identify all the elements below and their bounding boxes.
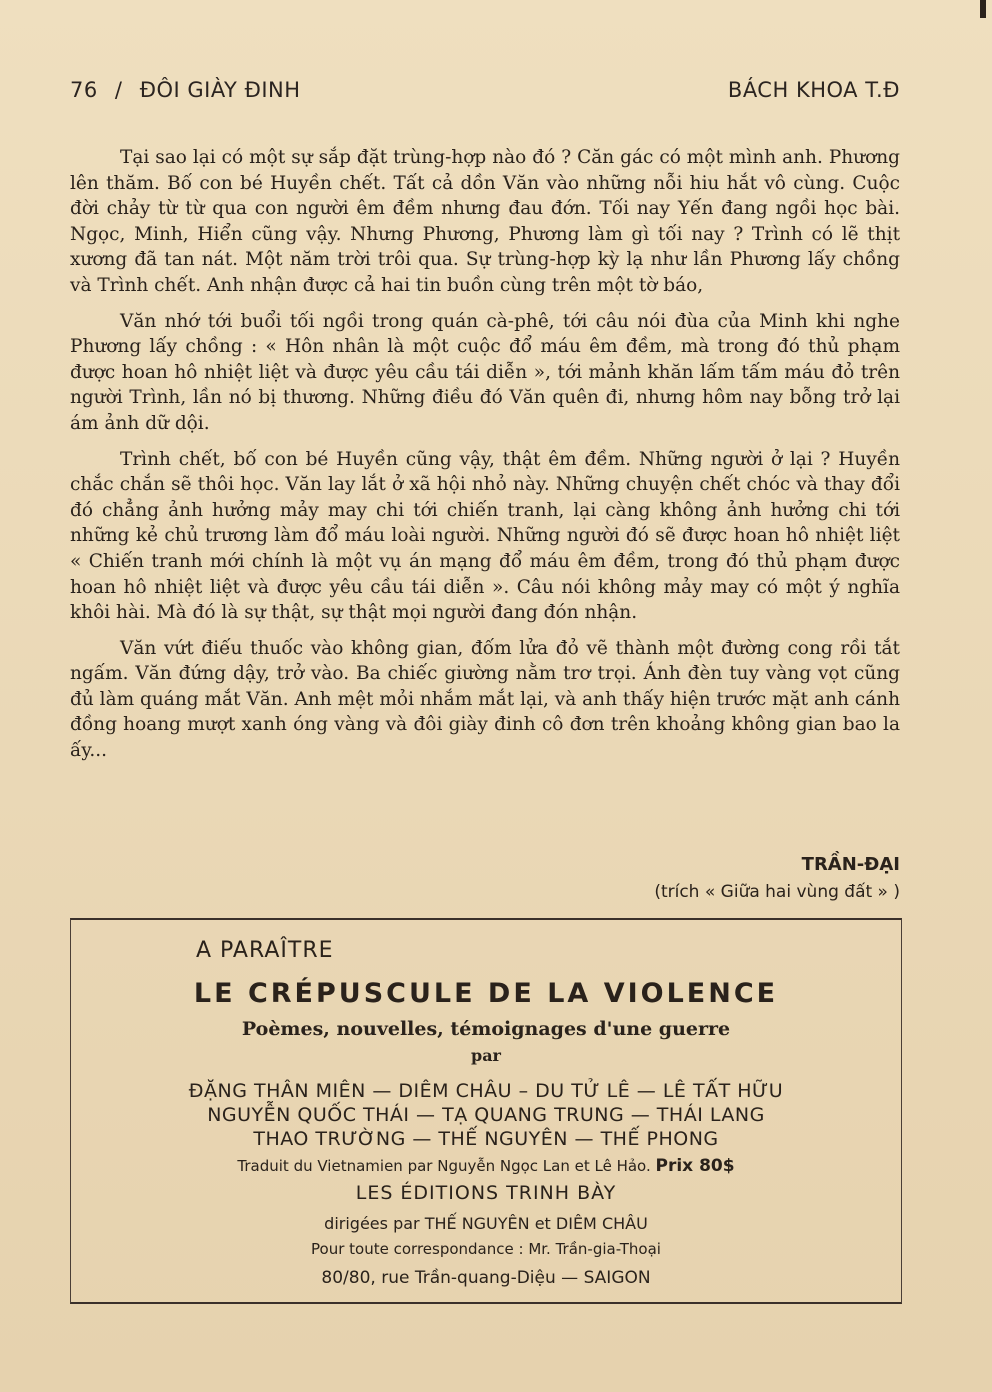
- ad-authors-line: THAO TRƯỜNG — THẾ NGUYÊN — THẾ PHONG: [253, 1128, 719, 1150]
- ad-directors: dirigées par THẾ NGUYÊN et DIÊM CHÂU: [324, 1214, 648, 1233]
- ad-par: par: [471, 1046, 501, 1065]
- story-title: ĐÔI GIÀY ĐINH: [139, 78, 301, 102]
- paragraph: Văn vứt điếu thuốc vào không gian, đốm lửa đỏ vẽ thành một đường cong rồi tắt ngấm. Văn đứng dậy, trở vào. Ba chiếc giường nằm trơ trọi. Ánh đèn tuy vàng vọt cũng đủ làm quáng mắt Văn. Anh mệt mỏi nhắm mắt lại, và anh thấy hiện trước mặt anh cánh đồng hoang mượt xanh óng vàng và đôi giày đinh cô đơn trên khoảng không gian bao la ấy...: [70, 637, 900, 762]
- ad-heading: A PARAÎTRE: [196, 938, 334, 963]
- ad-subtitle: Poèmes, nouvelles, témoignages d'une guerre: [241, 1018, 731, 1040]
- page-header: [70, 78, 900, 102]
- ad-contact: Pour toute correspondance : Mr. Trần-gia-Thoại: [311, 1240, 661, 1258]
- ad-authors-line: ĐẶNG THÂN MIÊN — DIÊM CHÂU – DU TỬ LÊ — LÊ TẤT HỮU: [188, 1080, 784, 1102]
- source-citation: (trích « Giữa hai vùng đất » ): [654, 882, 900, 902]
- ad-authors-line: NGUYỄN QUỐC THÁI — TẠ QUANG TRUNG — THÁI LANG: [207, 1104, 765, 1126]
- ad-book-title: LE CRÉPUSCULE DE LA VIOLENCE: [193, 978, 779, 1009]
- page-edge-mark: [980, 0, 986, 18]
- paragraph: Văn nhớ tới buổi tối ngồi trong quán cà-phê, tới câu nói đùa của Minh khi nghe Phương lấy chồng : « Hôn nhân là một cuộc đổ máu êm đềm, mà trong đó thủ phạm được hoan hô nhiệt liệt và được yêu cầu tái diễn », tới mảnh khăn lấm tấm máu đỏ trên người Trình, lần nó bị thương. Những điều đó Văn quên đi, nhưng hôm nay bỗng trở lại ám ảnh dữ dội.: [70, 310, 900, 434]
- page-number: 76: [70, 78, 98, 102]
- header-left: [70, 78, 311, 102]
- header-separator: /: [114, 78, 123, 102]
- ad-translation-line: [71, 1156, 901, 1176]
- magazine-name: BÁCH KHOA T.Đ: [727, 78, 900, 102]
- paragraph: Trình chết, bố con bé Huyền cũng vậy, thật êm đềm. Những người ở lại ? Huyền chắc chắn sẽ thôi học. Văn lay lắt ở xã hội nhỏ này. Những chuyện chết chóc và thay đổi đó chẳng ảnh hưởng mảy may chi tới chiến tranh, lại càng không ảnh hưởng chi tới những kẻ chủ trương làm đổ máu loài người. Những người đó sẽ được hoan hô nhiệt liệt « Chiến tranh mới chính là một vụ án mạng đổ máu êm đềm, trong đó thủ phạm được hoan hô nhiệt liệt và được yêu cầu tái diễn ». Câu nói không mảy may có một ý nghĩa khôi hài. Mà đó là sự thật, sự thật mọi người đang đón nhận.: [70, 448, 900, 624]
- book-advertisement: [70, 918, 902, 1304]
- author-signature: TRẦN-ĐẠI: [801, 854, 900, 875]
- ad-price: Prix 80$: [655, 1156, 735, 1176]
- paragraph: Tại sao lại có một sự sắp đặt trùng-hợp nào đó ? Căn gác có một mình anh. Phương lên thăm. Bố con bé Huyền chết. Tất cả dồn Văn vào những nỗi hiu hắt vô cùng. Cuộc đời chảy từ từ qua con người êm đềm nhưng đau đớn. Tối nay Yến đang ngồi học bài. Ngọc, Minh, Hiển cũng vậy. Nhưng Phương, Phương làm gì tối nay ? Trình có lẽ thịt xương đã tan nát. Một năm trời trôi qua. Sự trùng-hợp kỳ lạ như lần Phương lấy chồng và Trình chết. Anh nhận được cả hai tin buồn cùng trên một tờ báo,: [70, 147, 900, 296]
- story-body: [70, 145, 900, 774]
- ad-publisher: LES ÉDITIONS TRINH BÀY: [355, 1182, 617, 1204]
- ad-address: 80/80, rue Trần-quang-Diệu — SAIGON: [321, 1268, 651, 1288]
- ad-translation: Traduit du Vietnamien par Nguyễn Ngọc Lan et Lê Hảo.: [237, 1157, 651, 1175]
